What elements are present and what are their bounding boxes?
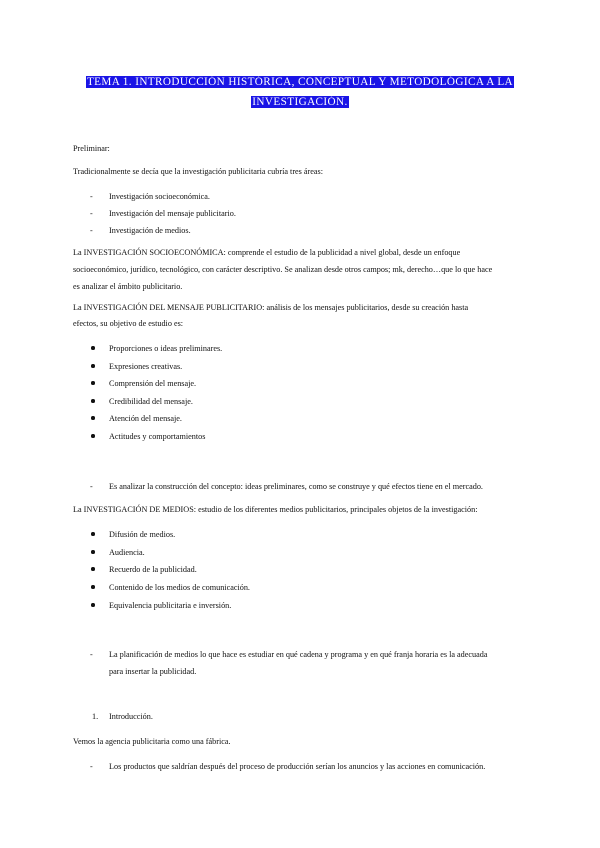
- dash-marker: -: [90, 650, 93, 659]
- socio-paragraph-line: socioeconómico, jurídico, tecnológico, con carácter descriptivo. Se analizan desde otros campos; mk, derecho…que lo que hace: [73, 265, 493, 274]
- bullet-icon: [91, 381, 95, 385]
- list-item-text: para insertar la publicidad.: [109, 667, 197, 676]
- list-item-text: Difusión de medios.: [109, 530, 176, 539]
- list-item-text: Investigación socioeconómica.: [109, 192, 210, 201]
- dash-marker: -: [90, 192, 93, 201]
- dash-marker: -: [90, 226, 93, 235]
- bullet-icon: [91, 532, 95, 536]
- mensaje-paragraph-line: La INVESTIGACIÓN DEL MENSAJE PUBLICITARIO: análisis de los mensajes publicitarios, desde su creación hasta: [73, 303, 469, 312]
- agency-paragraph: Vemos la agencia publicitaria como una fábrica.: [73, 737, 231, 746]
- list-item-text: Atención del mensaje.: [109, 414, 182, 423]
- socio-paragraph-line: La INVESTIGACIÓN SOCIOECONÓMICA: comprende el estudio de la publicidad a nivel global, desde un enfoque: [73, 248, 461, 257]
- bullet-icon: [91, 603, 95, 607]
- list-item-text: La planificación de medios lo que hace es estudiar en qué cadena y programa y en qué franja horaria es la adecuada: [109, 650, 488, 659]
- bullet-icon: [91, 364, 95, 368]
- document-title: TEMA 1. INTRODUCCIÓN HISTÓRICA, CONCEPTUAL Y METODOLÓGICA A LA INVESTIGACIÓN.: [86, 76, 514, 108]
- preliminar-label: Preliminar:: [73, 144, 110, 153]
- bullet-icon: [91, 399, 95, 403]
- list-item-text: Actitudes y comportamientos: [109, 432, 206, 441]
- bullet-icon: [91, 434, 95, 438]
- dash-marker: -: [90, 762, 93, 771]
- list-item-text: Contenido de los medios de comunicación.: [109, 583, 250, 592]
- list-item-text: Audiencia.: [109, 548, 145, 557]
- list-item-text: Los productos que saldrían después del proceso de producción serían los anuncios y las acciones en comunicación.: [109, 762, 486, 771]
- bullet-icon: [91, 346, 95, 350]
- list-item-text: Investigación del mensaje publicitario.: [109, 209, 236, 218]
- title-block: [60, 72, 540, 111]
- list-item-text: Es analizar la construcción del concepto: ideas preliminares, como se construye y qué efectos tiene en el mercado.: [109, 482, 483, 491]
- section-title: Introducción.: [109, 712, 153, 721]
- section-number: 1.: [92, 712, 99, 721]
- bullet-icon: [91, 567, 95, 571]
- bullet-icon: [91, 416, 95, 420]
- medios-paragraph: La INVESTIGACIÓN DE MEDIOS: estudio de los diferentes medios publicitarios, principales objetos de la investigación:: [73, 505, 478, 514]
- mensaje-paragraph-line: efectos, su objetivo de estudio es:: [73, 319, 184, 328]
- list-item-text: Credibilidad del mensaje.: [109, 397, 193, 406]
- list-item-text: Comprensión del mensaje.: [109, 379, 197, 388]
- list-item-text: Recuerdo de la publicidad.: [109, 565, 197, 574]
- bullet-icon: [91, 550, 95, 554]
- socio-paragraph-line: es analizar el ámbito publicitario.: [73, 282, 183, 291]
- list-item-text: Expresiones creativas.: [109, 362, 183, 371]
- list-item-text: Proporciones o ideas preliminares.: [109, 344, 223, 353]
- intro-paragraph: Tradicionalmente se decía que la investigación publicitaria cubría tres áreas:: [73, 167, 324, 176]
- list-item-text: Equivalencia publicitaria e inversión.: [109, 601, 232, 610]
- list-item-text: Investigación de medios.: [109, 226, 191, 235]
- dash-marker: -: [90, 482, 93, 491]
- bullet-icon: [91, 585, 95, 589]
- dash-marker: -: [90, 209, 93, 218]
